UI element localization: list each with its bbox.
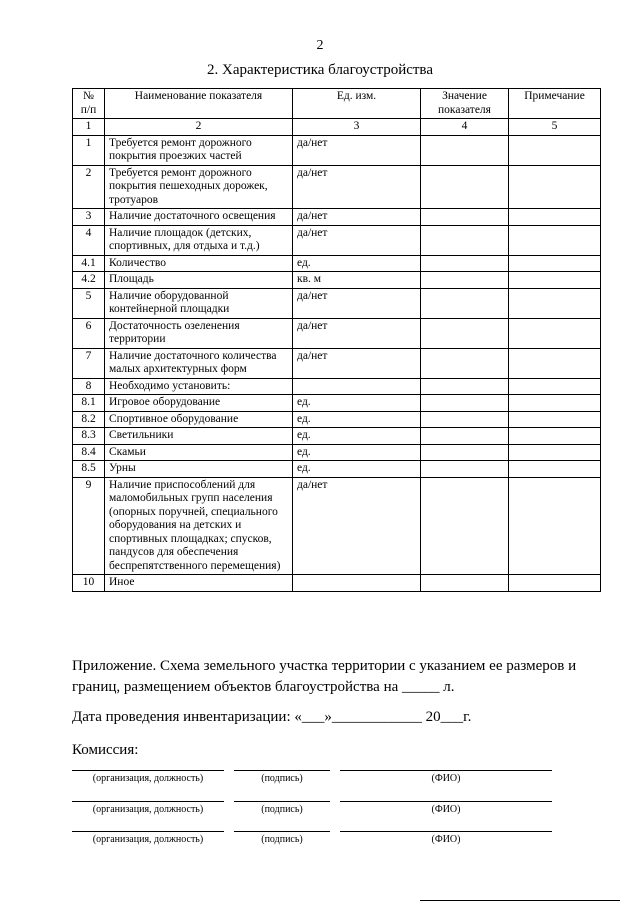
value-cell[interactable] <box>421 225 509 255</box>
table-row <box>73 461 601 478</box>
table-header-row <box>73 89 601 119</box>
org-line[interactable] <box>72 770 224 771</box>
table-row <box>73 165 601 209</box>
value-cell[interactable] <box>421 461 509 478</box>
indicator-name: Игровое оборудование <box>105 395 293 412</box>
table-row <box>73 209 601 226</box>
unit-cell: да/нет <box>293 135 421 165</box>
org-caption: (организация, должность) <box>92 773 204 784</box>
fio-line[interactable] <box>340 770 552 771</box>
sign-caption: (подпись) <box>261 773 303 784</box>
org-caption: (организация, должность) <box>92 834 204 845</box>
note-cell[interactable] <box>509 428 601 445</box>
indicator-name: Площадь <box>105 272 293 289</box>
commission-label: Комиссия: <box>72 742 139 758</box>
value-cell[interactable] <box>421 575 509 592</box>
note-cell[interactable] <box>509 288 601 318</box>
sign-caption: (подпись) <box>261 804 303 815</box>
column-number: 4 <box>421 119 509 136</box>
org-line[interactable] <box>72 801 224 802</box>
unit-cell: да/нет <box>293 348 421 378</box>
unit-cell: ед. <box>293 428 421 445</box>
row-number: 8 <box>73 378 105 395</box>
table-row <box>73 135 601 165</box>
value-cell[interactable] <box>421 288 509 318</box>
characteristics-table <box>72 88 601 592</box>
note-cell[interactable] <box>509 135 601 165</box>
column-number-row <box>73 119 601 136</box>
signature-row <box>72 831 552 857</box>
unit-cell <box>293 378 421 395</box>
signature-row <box>72 770 552 796</box>
unit-cell: да/нет <box>293 209 421 226</box>
note-cell[interactable] <box>509 411 601 428</box>
unit-cell: кв. м <box>293 272 421 289</box>
row-number: 8.3 <box>73 428 105 445</box>
header-note: Примечание <box>509 89 601 119</box>
row-number: 4.1 <box>73 255 105 272</box>
indicator-name: Спортивное оборудование <box>105 411 293 428</box>
header-value: Значение показателя <box>421 89 509 119</box>
column-number: 2 <box>105 119 293 136</box>
sign-line[interactable] <box>234 831 330 832</box>
bottom-rule <box>420 900 620 901</box>
table-body <box>73 135 601 591</box>
note-cell[interactable] <box>509 444 601 461</box>
note-cell[interactable] <box>509 318 601 348</box>
header-name: Наименование показателя <box>105 89 293 119</box>
value-cell[interactable] <box>421 165 509 209</box>
org-line[interactable] <box>72 831 224 832</box>
value-cell[interactable] <box>421 255 509 272</box>
unit-cell: ед. <box>293 255 421 272</box>
row-number: 8.4 <box>73 444 105 461</box>
indicator-name: Наличие достаточного освещения <box>105 209 293 226</box>
appendix-text: Приложение. Схема земельного участка территории с указанием ее размеров и границ, размещением объектов благоустройства на _____ л. <box>72 658 577 695</box>
unit-cell: ед. <box>293 444 421 461</box>
unit-cell: да/нет <box>293 477 421 575</box>
note-cell[interactable] <box>509 378 601 395</box>
row-number: 2 <box>73 165 105 209</box>
section-title: 2. Характеристика благоустройства <box>207 62 433 78</box>
value-cell[interactable] <box>421 348 509 378</box>
indicator-name: Наличие оборудованной контейнерной площадки <box>105 288 293 318</box>
value-cell[interactable] <box>421 411 509 428</box>
row-number: 5 <box>73 288 105 318</box>
unit-cell: ед. <box>293 461 421 478</box>
row-number: 6 <box>73 318 105 348</box>
fio-caption: (ФИО) <box>431 804 461 815</box>
fio-line[interactable] <box>340 831 552 832</box>
indicator-name: Наличие площадок (детских, спортивных, для отдыха и т.д.) <box>105 225 293 255</box>
sign-caption: (подпись) <box>261 834 303 845</box>
row-number: 8.2 <box>73 411 105 428</box>
value-cell[interactable] <box>421 272 509 289</box>
value-cell[interactable] <box>421 318 509 348</box>
note-cell[interactable] <box>509 575 601 592</box>
row-number: 3 <box>73 209 105 226</box>
value-cell[interactable] <box>421 428 509 445</box>
row-number: 10 <box>73 575 105 592</box>
note-cell[interactable] <box>509 225 601 255</box>
indicator-name: Урны <box>105 461 293 478</box>
unit-cell: да/нет <box>293 165 421 209</box>
fio-caption: (ФИО) <box>431 773 461 784</box>
value-cell[interactable] <box>421 378 509 395</box>
unit-cell: да/нет <box>293 225 421 255</box>
signature-row <box>72 801 552 827</box>
row-number: 8.1 <box>73 395 105 412</box>
indicator-name: Требуется ремонт дорожного покрытия проезжих частей <box>105 135 293 165</box>
page-number: 2 <box>316 38 324 53</box>
note-cell[interactable] <box>509 255 601 272</box>
header-unit: Ед. изм. <box>293 89 421 119</box>
row-number: 4 <box>73 225 105 255</box>
note-cell[interactable] <box>509 272 601 289</box>
unit-cell: да/нет <box>293 318 421 348</box>
indicator-name: Наличие приспособлений для маломобильных групп населения (опорных поручней, специального оборудования на детских и спортивных площадках; спусков, пандусов для обеспечения беспрепятственного перемещения) <box>105 477 293 575</box>
note-cell[interactable] <box>509 209 601 226</box>
table-row <box>73 348 601 378</box>
note-cell[interactable] <box>509 348 601 378</box>
row-number: 1 <box>73 135 105 165</box>
table-row <box>73 272 601 289</box>
fio-caption: (ФИО) <box>431 834 461 845</box>
table-row <box>73 428 601 445</box>
note-cell[interactable] <box>509 395 601 412</box>
indicator-name: Достаточность озеленения территории <box>105 318 293 348</box>
note-cell[interactable] <box>509 477 601 575</box>
indicator-name: Необходимо установить: <box>105 378 293 395</box>
value-cell[interactable] <box>421 477 509 575</box>
table-row <box>73 477 601 575</box>
note-cell[interactable] <box>509 165 601 209</box>
indicator-name: Скамьи <box>105 444 293 461</box>
table-row <box>73 378 601 395</box>
indicator-name: Количество <box>105 255 293 272</box>
fio-line[interactable] <box>340 801 552 802</box>
table-row <box>73 318 601 348</box>
table-row <box>73 575 601 592</box>
indicator-name: Требуется ремонт дорожного покрытия пешеходных дорожек, тротуаров <box>105 165 293 209</box>
table-row <box>73 395 601 412</box>
indicator-name: Иное <box>105 575 293 592</box>
row-number: 8.5 <box>73 461 105 478</box>
row-number: 4.2 <box>73 272 105 289</box>
sign-line[interactable] <box>234 801 330 802</box>
column-number: 3 <box>293 119 421 136</box>
unit-cell: да/нет <box>293 288 421 318</box>
indicator-name: Наличие достаточного количества малых архитектурных форм <box>105 348 293 378</box>
table-row <box>73 444 601 461</box>
unit-cell: ед. <box>293 395 421 412</box>
header-num: № п/п <box>73 89 105 119</box>
value-cell[interactable] <box>421 209 509 226</box>
table-row <box>73 225 601 255</box>
table-row <box>73 255 601 272</box>
unit-cell: ед. <box>293 411 421 428</box>
sign-line[interactable] <box>234 770 330 771</box>
table-row <box>73 288 601 318</box>
inventory-date-text: Дата проведения инвентаризации: «___»____________ 20___г. <box>72 709 472 725</box>
indicator-name: Светильники <box>105 428 293 445</box>
column-number: 1 <box>73 119 105 136</box>
unit-cell <box>293 575 421 592</box>
column-number: 5 <box>509 119 601 136</box>
table-row <box>73 411 601 428</box>
value-cell[interactable] <box>421 395 509 412</box>
note-cell[interactable] <box>509 461 601 478</box>
value-cell[interactable] <box>421 444 509 461</box>
row-number: 9 <box>73 477 105 575</box>
value-cell[interactable] <box>421 135 509 165</box>
row-number: 7 <box>73 348 105 378</box>
org-caption: (организация, должность) <box>92 804 204 815</box>
